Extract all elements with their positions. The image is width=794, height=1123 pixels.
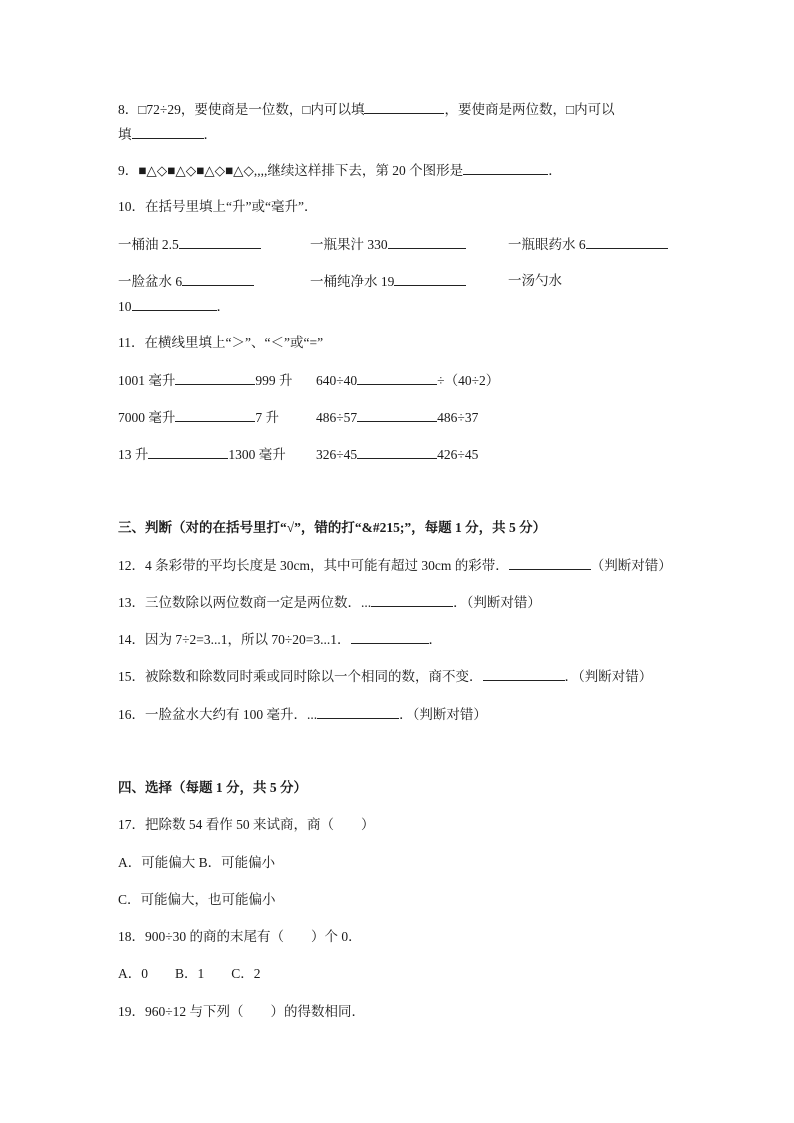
q9-line: 9．■△◇■△◇■△◇■△◇,,,,继续这样排下去，第 20 个图形是 ． xyxy=(118,163,562,178)
q10-item: 一脸盆水 6 xyxy=(118,272,254,291)
q8-line1: 8．□72÷29，要使商是一位数，□内可以填 ，要使商是两位数，□内可以 xyxy=(118,102,615,117)
q11-item: 7000 毫升 7 升 xyxy=(118,410,279,425)
answer-blank[interactable] xyxy=(463,161,548,175)
q19-question: 19．960÷12 与下列（ ）的得数相同． xyxy=(118,1004,366,1019)
answer-blank[interactable] xyxy=(132,125,204,139)
q18-question: 18．900÷30 的商的末尾有（ ）个 0． xyxy=(118,929,362,944)
q12-line: 12．4 条彩带的平均长度是 30cm，其中可能有超过 30cm 的彩带． （判断对错） xyxy=(118,558,672,573)
q11-item: 640÷40 ÷（40÷2） xyxy=(316,373,500,388)
q10-title: 10．在括号里填上“升”或“毫升”． xyxy=(118,199,318,214)
q15-line: 15．被除数和除数同时乘或同时除以一个相同的数，商不变． ．（判断对错） xyxy=(118,669,653,684)
q16-line: 16．一脸盆水大约有 100 毫升．... ．（判断对错） xyxy=(118,707,487,722)
q8-line2: 填 ． xyxy=(118,127,217,142)
answer-blank[interactable] xyxy=(394,272,466,286)
answer-blank[interactable] xyxy=(148,445,228,459)
q13-line: 13．三位数除以两位数商一定是两位数．... ．（判断对错） xyxy=(118,595,541,610)
answer-blank[interactable] xyxy=(317,705,399,719)
answer-blank[interactable] xyxy=(357,408,437,422)
q10-item: 一桶纯净水 19 xyxy=(310,272,466,291)
q18-options: A．0 B．1 C．2 xyxy=(118,966,261,981)
section4-heading: 四、选择（每题 1 分，共 5 分） xyxy=(118,780,307,795)
answer-blank[interactable] xyxy=(182,272,254,286)
q17-option-c: C．可能偏大，也可能偏小 xyxy=(118,892,276,907)
answer-blank[interactable] xyxy=(132,297,217,311)
q14-line: 14．因为 7÷2=3...1，所以 70÷20=3...1． ． xyxy=(118,632,443,647)
q11-item: 326÷45 426÷45 xyxy=(316,447,479,462)
q11-item: 13 升 1300 毫升 xyxy=(118,447,286,462)
answer-blank[interactable] xyxy=(175,408,255,422)
answer-blank[interactable] xyxy=(364,100,444,114)
answer-blank[interactable] xyxy=(351,630,429,644)
answer-blank[interactable] xyxy=(357,371,437,385)
q17-question: 17．把除数 54 看作 50 来试商，商（ ） xyxy=(118,817,375,832)
answer-blank[interactable] xyxy=(586,235,668,249)
answer-blank[interactable] xyxy=(509,556,591,570)
section3-heading: 三、判断（对的在括号里打“√”，错的打“&#215;”，每题 1 分，共 5 分） xyxy=(118,520,547,535)
q10-item: 10 ． xyxy=(118,299,230,314)
q11-item: 486÷57 486÷37 xyxy=(316,410,479,425)
answer-blank[interactable] xyxy=(483,667,565,681)
q11-item: 1001 毫升 999 升 xyxy=(118,373,293,388)
answer-blank[interactable] xyxy=(175,371,255,385)
q10-item: 一瓶果汁 330 xyxy=(310,235,466,254)
q17-options-ab: A．可能偏大 B．可能偏小 xyxy=(118,855,276,870)
answer-blank[interactable] xyxy=(357,445,437,459)
q10-item: 一桶油 2.5 xyxy=(118,235,261,254)
answer-blank[interactable] xyxy=(371,593,453,607)
q11-title: 11．在横线里填上“＞”、“＜”或“=” xyxy=(118,335,324,350)
q10-item: 一汤勺水 xyxy=(508,273,562,288)
answer-blank[interactable] xyxy=(388,235,466,249)
q10-item: 一瓶眼药水 6 xyxy=(508,235,668,254)
answer-blank[interactable] xyxy=(179,235,261,249)
